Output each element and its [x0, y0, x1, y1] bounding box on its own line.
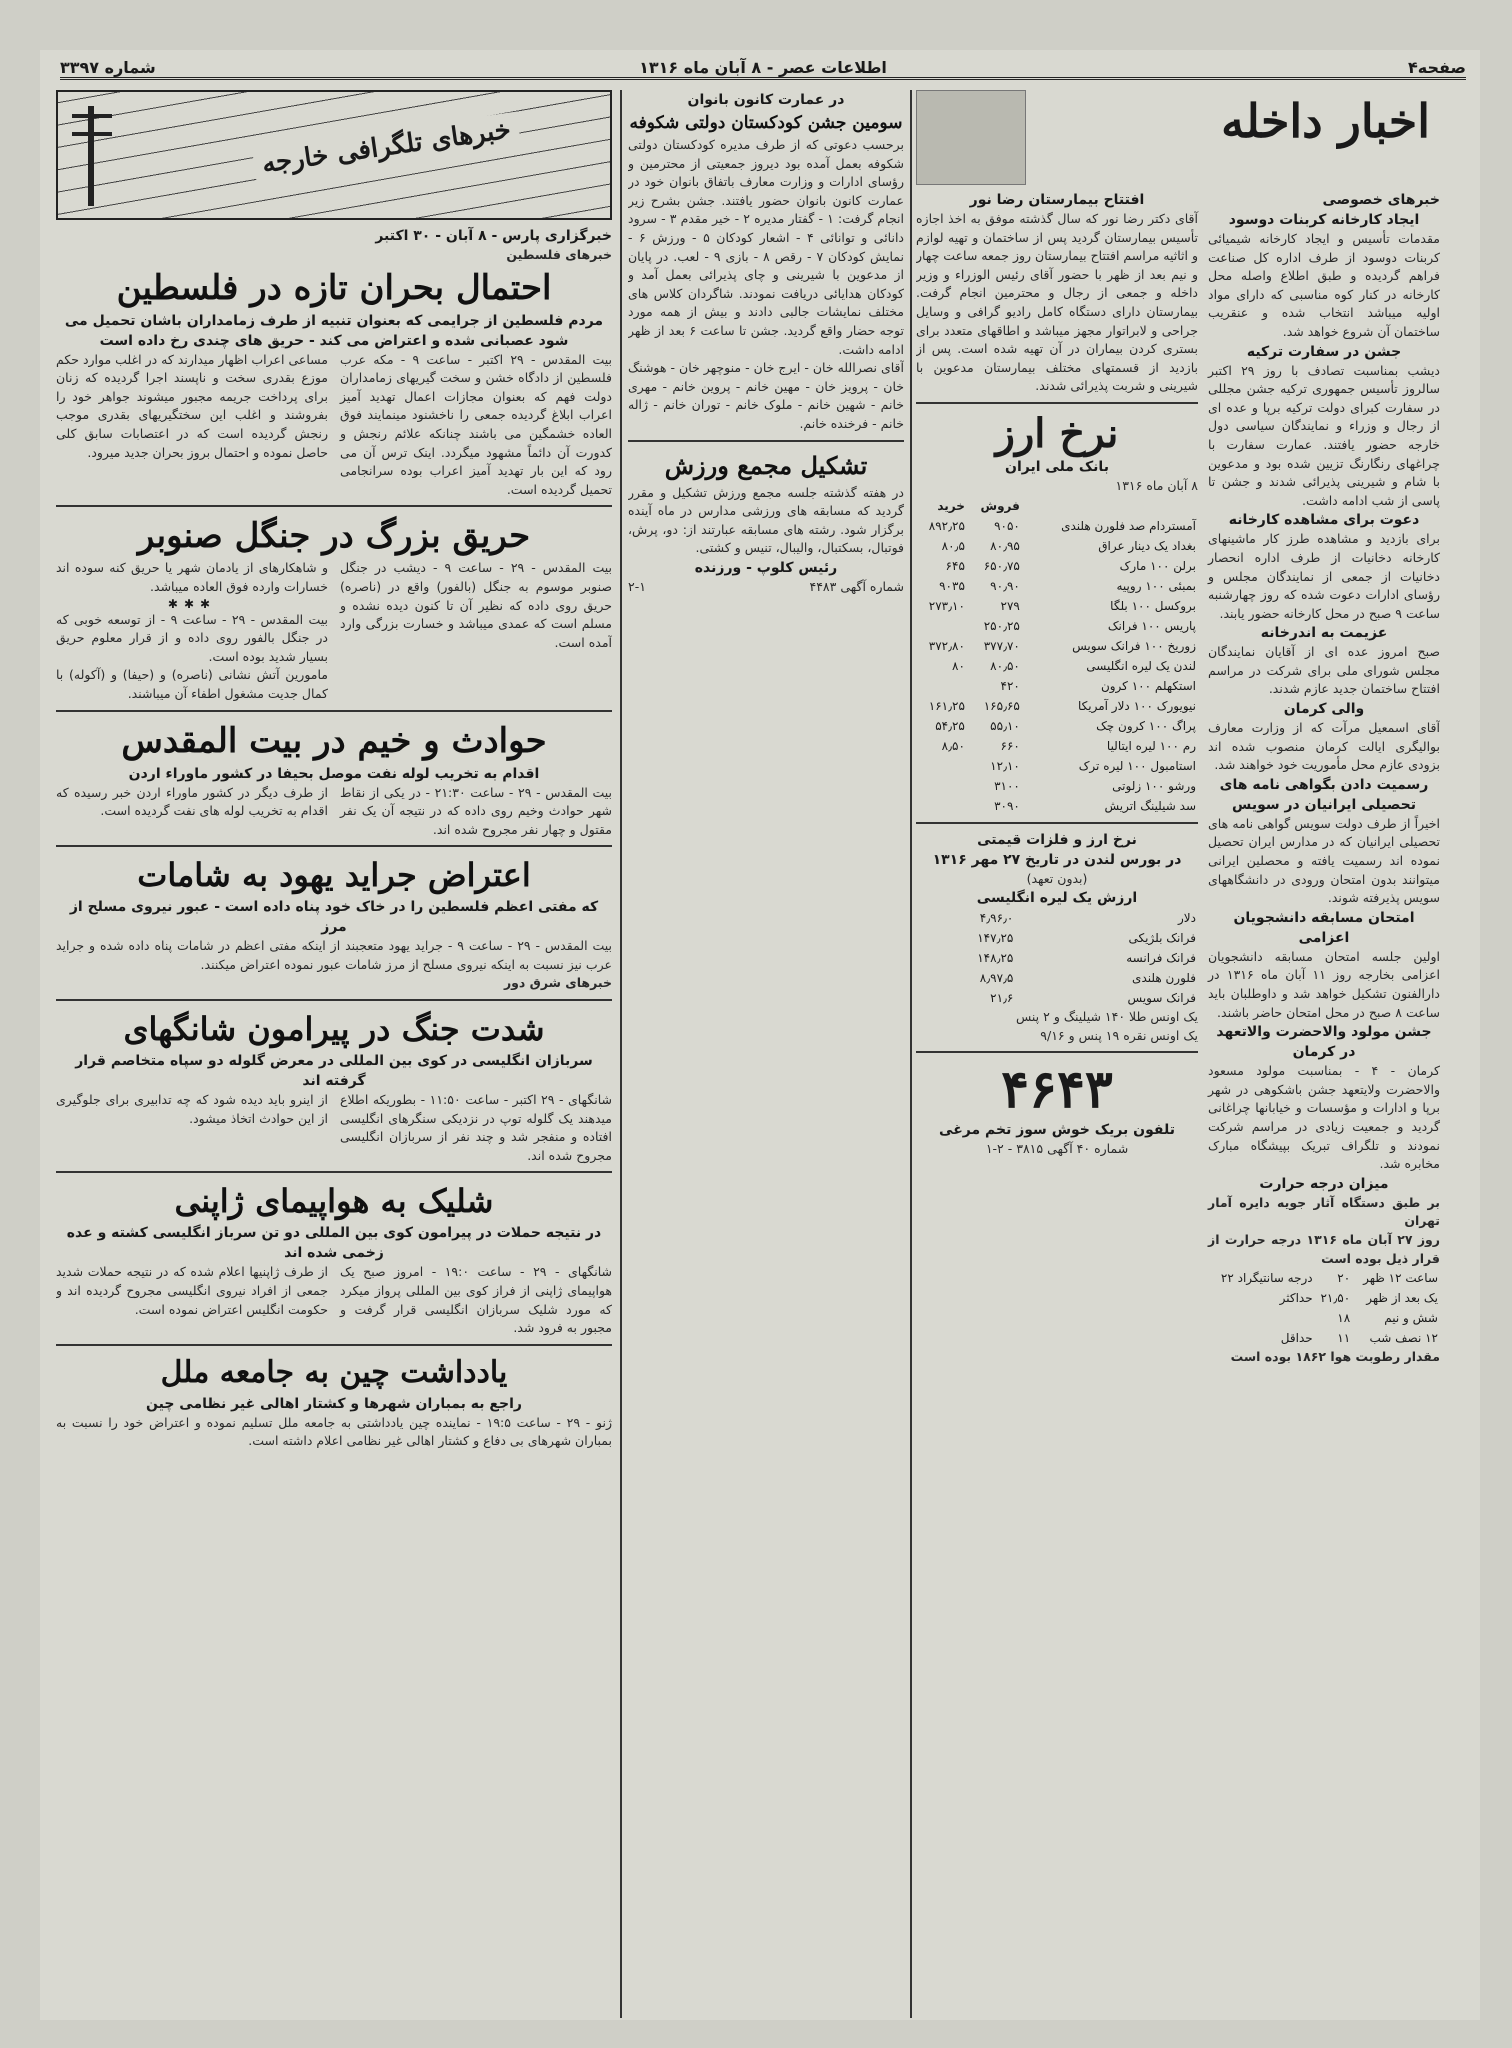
gold-line: یک اونس طلا ۱۴۰ شیلینگ و ۲ پنس [1015, 1009, 1198, 1025]
metal-row [916, 988, 1198, 1008]
temperature-row-cell: حداکثر [1279, 1291, 1313, 1306]
article-text: برحسب دعوتی که از طرف مدیره کودکستان دولتی شکوفه بعمل آمده بود دیروز جمعیتی از محترمین و رؤسای ادارات و وزارت معارف باتفاق بانوان خود در عمارت کانون بانوان حضور یافتند. جشن بشرح زیر انجام گرفت: ۱ - گفتار مدیره ۲ - خیر مقدم ۳ - سرود دانائی و توانائی ۴ - اشعار کودکان ۵ - ورزش ۶ - نمایش کودکان ۷ - رقص ۸ - بازی ۹ - لعب. در پایان از مدعوین با شیرینی و چای پذیرائی بعمل آمد و کودکان هدایائی دریافت نمودند. شاگردان کلاس های مختلف نمایشات جالبی دادند و بیش از همه مورد توجه حضار واقع گردید. جشن تا ساعت ۶ بعد از ظهر ادامه داشت. [628, 137, 904, 357]
rate-row [916, 756, 1198, 776]
rate-row-cell: ۶۴۵ [945, 558, 965, 573]
rate-row-cell [916, 676, 967, 696]
headline: عزیمت به اندرخانه [1260, 625, 1388, 642]
headline: حوادث و خیم در بیت المقدس [121, 720, 547, 761]
rate-row [916, 736, 1198, 756]
rate-row [916, 696, 1198, 716]
lead: که مفتی اعظم فلسطین را در خاک خود پناه داده است - عبور نیروی مسلح از مرز [69, 899, 599, 936]
logo-illustration [916, 90, 1026, 185]
page-header [60, 58, 1466, 80]
rate-row-cell: ۶۵۰٫۷۵ [983, 558, 1020, 573]
metal-row-cell: فلورن هلندی [1132, 971, 1196, 986]
article-text: اخیراً از طرف دولت سویس گواهی نامه های تحصیلی ایرانیان که در مدارس ایران تحصیل نموده اند رسمیت یافته و محصلین ایرانی میتوانند بدون امتحان ورودی در دانشگاههای سویس پذیرفته شوند. [1208, 815, 1440, 906]
rate-row-cell: ۲۷۹ [1000, 598, 1020, 613]
rate-row-cell: ۲۷۳٫۱۰ [928, 598, 965, 613]
ad-code: ۲-۱ [628, 578, 646, 594]
rate-row-cell: بروکسل ۱۰۰ بلگا [1110, 598, 1196, 613]
article-text: مقدمات تأسیس و ایجاد کارخانه شیمیائی کربنات دوسود از طرف اداره کل صناعت فراهم گردیده و طبق اطلاع واصله محل کارخانه در کنار کوه مناسبی که دارای مواد اولیه میباشد انتخاب شده و عنقریب ساختمان آن شروع خواهد شد. [1208, 231, 1440, 339]
rates-table [916, 496, 1198, 816]
foreign-news-masthead [56, 90, 612, 220]
rate-row [916, 536, 1198, 556]
metal-row-cell: فرانک بلژیکی [1128, 931, 1196, 946]
masthead-title: خبرهای تلگرافی خارجه [252, 112, 521, 183]
rate-row-cell: پراگ ۱۰۰ کرون چک [1096, 718, 1196, 733]
rate-row-cell [916, 776, 967, 796]
rate-row-cell: ۹۰۳۵ [939, 578, 965, 593]
rate-row [916, 676, 1198, 696]
temperature-row [1208, 1328, 1440, 1348]
rate-row-cell: ۵۴٫۲۵ [935, 718, 965, 733]
temperature-row-cell: ۱۱ [1337, 1331, 1351, 1346]
lead: روز ۲۷ آبان ماه ۱۳۱۶ درجه حرارت از قرار ذیل بوده است [1208, 1231, 1440, 1266]
rates-date: ۸ آبان ماه ۱۳۱۶ [1115, 477, 1198, 493]
rate-row [916, 576, 1198, 596]
headline: تشکیل مجمع ورزش [664, 450, 868, 480]
rate-row-cell: ۵۵٫۱۰ [990, 718, 1020, 733]
temperature-row-cell: ۲۰ [1337, 1271, 1351, 1286]
signature: رئیس کلوپ - ورزنده [694, 559, 838, 576]
humidity-note: مقدار رطوبت هوا ۱۸۶۲ بوده است [1230, 1349, 1440, 1365]
article-text: صبح امروز عده ای از آقایان نمایندگان مجلس شورای ملی برای شرکت در مراسم افتتاح ساختمان جدید عازم شدند. [1208, 644, 1440, 697]
article-text: اولین جلسه امتحان مسابقه دانشجویان اعزامی بخارجه روز ۱۱ آبان ماه ۱۳۱۶ در دارالفنون تشکیل خواهد شد و داوطلبان باید ساعت ۸ صبح در محل امتحان حاضر باشند. [1208, 948, 1440, 1020]
phone-caption: تلفون بریک خوش سوز تخم مرغی [939, 1122, 1175, 1139]
logo-text: اخبار داخله [1221, 94, 1430, 148]
rate-row [916, 636, 1198, 656]
column-rule [910, 90, 912, 2018]
rate-row-cell [916, 616, 967, 636]
left-subcolumn [916, 190, 1198, 1367]
rate-row-cell: ۸۹۲٫۲۵ [928, 518, 965, 533]
rate-row-cell: ۹۰٫۹۰ [990, 578, 1020, 593]
article-text: در هفته گذشته جلسه مجمع ورزش تشکیل و مقرر گردید که مسابقه های ورزشی مدارس در ماه آینده برگزار شود. رشته های مسابقه عبارتند از: دو، پرش، فوتبال، بسکتبال، والیبال، تنیس و کشتی. [628, 484, 904, 556]
article-text: بیت المقدس - ۲۹ - ساعت ۲۱:۳۰ - در یکی از نقاط شهر حوادث وخیم روی داده که در نتیجه آن یک نفر مقتول و چهار نفر مجروح شده اند. [340, 784, 612, 837]
separator-stars: ✱✱✱ [167, 596, 217, 611]
temperature-row-cell: ۱۸ [1337, 1311, 1351, 1326]
foreign-news-column [56, 90, 612, 2018]
headline: یادداشت چین به جامعه ملل [160, 1354, 508, 1390]
domestic-news-logo [916, 90, 1440, 190]
rates-bank: بانک ملی ایران [1005, 458, 1109, 475]
section-label: خبرهای شرق دور [503, 975, 612, 991]
rate-row-cell: آمستردام صد فلورن هلندی [1061, 518, 1196, 533]
headline: دعوت برای مشاهده کارخانه [1228, 512, 1420, 529]
article-text: شانگهای - ۲۹ - ساعت ۱۹:۰ - امروز صبح یک هواپیمای ژاپنی از فراز کوی بین المللی پرواز میکرد که مورد شلیک سربازان انگلیسی قرار گرفت و مجبور به فرود شد. [340, 1264, 612, 1336]
rate-row-cell: ۹۰۵۰ [994, 518, 1020, 533]
metal-row-cell: ۴٫۹۶٫۰ [979, 911, 1014, 926]
rate-row-cell: ۸۰٫۵ [941, 538, 965, 553]
rate-row-cell: ۸٫۵۰ [941, 738, 965, 753]
temperature-table [1208, 1268, 1440, 1348]
rate-row [916, 596, 1198, 616]
rate-row [916, 556, 1198, 576]
col-buy: خرید [937, 498, 965, 513]
telegraph-pole-icon [88, 106, 94, 206]
headline: رسمیت دادن بگواهی نامه های تحصیلی ایرانیان در سویس [1219, 776, 1429, 813]
temperature-row-cell: ۲۱٫۵۰ [1320, 1291, 1351, 1306]
rate-row [916, 716, 1198, 736]
headline: اعتراض جراید یهود به شامات [137, 856, 531, 895]
article-text: آقای نصرالله خان - ایرج خان - منوچهر خان - هوشنگ خان - پرویز خان - مهین خانم - پروین خانم - مهری خانم - شهین خانم - ملوک خانم - توران خانم - ژاله خانم - فرخنده خانم. [628, 360, 904, 431]
temperature-row-cell: ۲۲ درجه سانتیگراد [1220, 1271, 1313, 1286]
col-sell: فروش [980, 498, 1020, 513]
ad-number: شماره آگهی ۴۴۸۳ [809, 578, 904, 594]
rate-row-cell: بمبئی ۱۰۰ روپیه [1116, 578, 1196, 593]
metal-row [916, 968, 1198, 988]
rate-row-cell: استکهلم ۱۰۰ کرون [1100, 678, 1196, 693]
domestic-news-area [916, 90, 1440, 2018]
rate-row [916, 656, 1198, 676]
article-text: مامورین آتش نشانی (ناصره) و (حیفا) و (آکوله) با کمال جدیت مشغول اطفاء آن میباشند. [56, 667, 328, 701]
rate-row-cell: ۸۰٫۹۵ [990, 538, 1020, 553]
rate-row [916, 776, 1198, 796]
exchange-rates-box [916, 410, 1198, 1159]
temperature-row-cell: شش و نیم [1384, 1311, 1438, 1326]
lead: سربازان انگلیسی در کوی بین المللی در معرض گلوله دو سپاه متخاصم قرار گرفته اند [75, 1053, 593, 1090]
rate-row-cell: پاریس ۱۰۰ فرانک [1107, 618, 1196, 633]
telegraph-arm [72, 132, 112, 136]
article-text: دیشب بمناسبت تصادف با روز ۲۹ اکتبر سالروز تأسیس جمهوری ترکیه جشن مجللی در سفارت کبرای دولت ترکیه برپا و عده ای از رجال و وزراء و نمایندگان سیاسی دول خارجه حضور یافتند. عمارت سفارت با چراغهای رنگارنگ تزیین شده بود و مدعوین با شام و شیرینی پذیرائی شدند و جشن تا پاسی از شب ادامه داشت. [1208, 362, 1440, 508]
article-text: آقای اسمعیل مرآت که از وزارت معارف بوالیگری ایالت کرمان منصوب شده اند بزودی عازم محل مأموریت خود خواهند شد. [1208, 720, 1440, 773]
article-text: بیت المقدس - ۲۹ - ساعت ۹ - دیشب در جنگل صنوبر موسوم به جنگل (بالفور) واقع در (ناصره) حریق روی داده که نظیر آن تا کنون دیده نشده و مسلم است که عمدی میباشد و خسارت بزرگی وارد آمده است. [340, 560, 612, 650]
rate-row-cell: لندن یک لیره انگلیسی [1086, 658, 1196, 673]
rate-row [916, 616, 1198, 636]
rate-row-cell: برلن ۱۰۰ مارک [1119, 558, 1196, 573]
temperature-row-cell: ۱۲ نصف شب [1369, 1331, 1438, 1346]
middle-column [628, 90, 904, 2018]
metal-row-cell: دلار [1178, 911, 1196, 926]
temperature-row-cell: حداقل [1280, 1331, 1313, 1346]
rate-row-cell: زوریخ ۱۰۰ فرانک سویس [1072, 638, 1196, 653]
headline: شلیک به هواپیمای ژاپنی [174, 1182, 494, 1221]
article-text: برای بازدید و مشاهده طرز کار ماشینهای کارخانه دخانیات از طرف اداره انحصار دخانیات از جمعی از نمایندگان مجلس و رؤسای ادارات دعوت شده که روز چهارشنبه ساعت ۹ صبح در محل کارخانه حضور یابند. [1208, 531, 1440, 621]
rate-row-cell: ۳۷۲٫۸۰ [928, 638, 965, 653]
lead: اقدام به تخریب لوله نفت موصل بحیفا در کشور ماوراء اردن [128, 765, 540, 782]
temperature-row-cell [1208, 1308, 1315, 1328]
article-text: کرمان - ۴ - بمناسبت مولود مسعود والاحضرت ولایتعهد جشن باشکوهی در شهر برپا و ادارات و مؤسسات و خیابانها چراغانی گردید و جمعیت زیادی در مراسم شرکت نمودند و تلگراف تبریک بپیشگاه مبارک مخابره شد. [1208, 1063, 1440, 1172]
rate-row-cell [916, 756, 967, 776]
headline: والی کرمان [1283, 701, 1365, 718]
rate-row-cell: سد شیلینگ اتریش [1104, 798, 1196, 813]
metal-row [916, 908, 1198, 928]
metal-row-cell: ۱۴۷٫۲۵ [977, 931, 1014, 946]
article-text: از اینرو باید دیده شود که چه تدابیری برای جلوگیری از این حوادث اتخاذ میشود. [56, 1092, 328, 1126]
lead: بر طبق دستگاه آثار جویه دایره آمار تهران [1208, 1194, 1440, 1229]
article-text: آقای دکتر رضا نور که سال گذشته موفق به اخذ اجازه تأسیس بیمارستان گردید پس از ساختمان و تهیه لوازم و اثاثیه مراسم افتتاح بیمارستان روز جمعه ساعت چهار و نیم بعد از ظهر با حضور آقای رئیس الوزراء و وزیر داخله و جمعی از رجال و محترمین انجام گرفت. بیمارستان دارای دستگاه کامل رادیو گرافی و وسایل جراحی و لابراتوار مجهز میباشد و اطاقهای متعدد برای بستری کردن بیماران در آن تهیه شده است. پس از بازدید از قسمتهای مختلف بیمارستان مدعوین با شیرینی و شربت پذیرائی شدند. [916, 211, 1198, 394]
headline: شدت جنگ در پیرامون شانگهای [123, 1010, 545, 1049]
article-text: بیت المقدس - ۲۹ - ساعت ۹ - جراید یهود متعجبند از اینکه مفتی اعظم در شامات پناه داده شده و جراید عرب نیز نسبت به اینکه نیروی مسلح از مرز شامات عبور نموده اعتراض میکنند. [56, 938, 612, 972]
london-line: در بورس لندن در تاریخ ۲۷ مهر ۱۳۱۶ [932, 851, 1182, 868]
article-text: بیت المقدس - ۲۹ اکتبر - ساعت ۹ - مکه عرب فلسطین از دادگاه خشن و سخت گیریهای زمامداران دولت فهم که بعنوان مجازات اعمال تهدید آمیز اعراب ابلاغ گردیده جمعی را ناخشنود مینمایند فوق العاده خشمگین می باشند چنانکه علائم رنجش و کدورت آن دائماً مشهود میگردد. اینک ترس آن می رود که این بار تهدید آمیز اعراب بوده سرانجامی تحمیل گردیده است. [340, 351, 612, 497]
article-text: شانگهای - ۲۹ اکتبر - ساعت ۱۱:۵۰ - بطوریکه اطلاع میدهند یک گلوله توپ در نزدیکی سنگرهای انگلیسی افتاده و منفجر شد و چند نفر از سربازان انگلیسی مجروح شده اند. [340, 1092, 612, 1163]
right-subcolumn [1208, 190, 1440, 1367]
rate-row-cell: ۸۰٫۵۰ [990, 658, 1020, 673]
article-text: از طرف دیگر در کشور ماوراء اردن خبر رسیده که اقدام به تخریب لوله های نفت گردیده است. [56, 784, 328, 819]
headline: احتمال بحران تازه در فلسطین [116, 267, 552, 308]
metals-title: نرخ ارز و فلزات قیمتی [977, 831, 1137, 848]
rate-row [916, 796, 1198, 816]
temperature-row [1208, 1288, 1440, 1308]
article-text: مساعی اعراب اظهار میدارند که در اغلب موارد حکم موزع بقدری سخت و ناپسند اجرا گردیده که زنان برای پرداخت جریمه مجبور میشوند جواهر خود را بفروشند و اغلب این سختگیریهای بقدری موجب رنجش گردیده است که در اعتصابات سابق کلی حاصل نموده و احتمال بروز بحران جدید میرود. [56, 351, 328, 460]
no-contract: (بدون تعهد) [1026, 870, 1088, 886]
metal-row-cell: ۲۱٫۶ [990, 991, 1014, 1006]
rates-title: نرخ ارز [995, 409, 1119, 457]
rate-row [916, 516, 1198, 536]
headline: میزان درجه حرارت [1259, 1175, 1389, 1192]
rate-row-cell: رم ۱۰۰ لیره ایتالیا [1106, 738, 1196, 753]
temperature-row [1208, 1308, 1440, 1328]
telegraph-arm [72, 114, 112, 118]
rate-row-cell: ۱۲٫۱۰ [990, 758, 1020, 773]
headline: جشن مولود والاحضرت والاتعهد در کرمان [1216, 1024, 1432, 1061]
headline: جشن در سفارت ترکیه [1246, 343, 1402, 360]
article-text: از طرف ژاپنیها اعلام شده که در نتیجه حملات شدید جمعی از افراد نیروی انگلیسی مجروح گردیده اند و حکومت انگلیس اعتراض نموده است. [56, 1264, 328, 1317]
column-rule [620, 90, 622, 2018]
metal-row-cell: ۱۴۸٫۲۵ [977, 951, 1014, 966]
issue-date: اطلاعات عصر - ۸ آبان ماه ۱۳۱۶ [639, 58, 887, 77]
kicker: در عمارت کانون بانوان [687, 92, 845, 108]
rate-row-cell: نیویورک ۱۰۰ دلار آمریکا [1077, 698, 1196, 713]
metal-row [916, 928, 1198, 948]
page-number: صفحه۴ [1408, 58, 1466, 77]
silver-line: یک اونس نقره ۱۹ پنس و ۹/۱۶ [1040, 1027, 1198, 1043]
headline: حریق بزرگ در جنگل صنوبر [137, 516, 531, 557]
temperature-row-cell: یک بعد از ظهر [1366, 1291, 1438, 1306]
headline: سومین جشن کودکستان دولتی شکوفه [629, 113, 903, 133]
headline: امتحان مسابقه دانشجویان اعزامی [1233, 909, 1415, 946]
metal-row-cell: فرانک فرانسه [1126, 951, 1196, 966]
pound-line: ارزش یک لیره انگلیسی [976, 890, 1138, 907]
lead: مردم فلسطین از جرایمی که بعنوان تنبیه از طرف زمامداران باشان تحمیل می شود عصبانی شده و اعتراض می کند - حریق های چندی رخ داده است [64, 312, 604, 349]
section-label: خبرهای خصوصی [1322, 192, 1440, 208]
rate-row-cell: ۳۰۹۰ [994, 798, 1020, 813]
lead: راجع به بمباران شهرها و کشتار اهالی غیر نظامی چین [146, 1395, 522, 1412]
rate-row-cell: ۱۶۵٫۶۵ [983, 698, 1020, 713]
metal-row-cell: فرانک سویس [1127, 991, 1196, 1006]
phone-number: ۴۶۴۳ [1001, 1059, 1113, 1121]
temperature-row-cell: ساعت ۱۲ ظهر [1363, 1271, 1438, 1286]
article-text: ژنو - ۲۹ - ساعت ۱۹:۵ - نماینده چین یادداشتی به جامعه ملل تسلیم نموده و اعتراض خود را نسبت به بمباران شهرهای بی دفاع و کشتار اهالی غیر نظامی اعلام داشته است. [56, 1414, 612, 1449]
section-label: خبرهای فلسطین [506, 247, 612, 262]
rate-row-cell: ۶۶۰ [1000, 738, 1020, 753]
metal-row-cell: ۸٫۹۷٫۵ [979, 971, 1014, 986]
rate-row-cell: ۸۰ [952, 658, 965, 673]
temperature-row [1208, 1268, 1440, 1288]
metal-row [916, 948, 1198, 968]
rate-row-cell: استامبول ۱۰۰ لیره ترک [1078, 758, 1196, 773]
metals-table [916, 908, 1198, 1008]
rate-row-cell: ۳۷۷٫۷۰ [983, 638, 1020, 653]
rate-row-cell: ۱۶۱٫۲۵ [928, 698, 965, 713]
rate-row-cell: ورشو ۱۰۰ زلوتی [1112, 778, 1196, 793]
article-text: و شاهکارهای از یادمان شهر یا حریق کنه سوده اند خسارات وارده فوق العاده میباشد. [56, 560, 328, 594]
issue-number: شماره ۳۳۹۷ [60, 58, 156, 77]
rate-row-cell: ۳۱۰۰ [994, 778, 1020, 793]
rate-row-cell: ۴۲۰ [1000, 678, 1020, 693]
headline: ایجاد کارخانه کربنات دوسود [1228, 212, 1420, 228]
rate-row-cell [916, 796, 967, 816]
phone-code: شماره ۴۰ آگهی ۳۸۱۵ - ۲-۱ [985, 1141, 1129, 1157]
pars-dateline: خبرگزاری پارس - ۸ آبان - ۳۰ اکتبر [375, 228, 612, 244]
rate-row-cell: بغداد یک دینار عراق [1098, 538, 1196, 553]
headline: افتتاح بیمارستان رضا نور [969, 192, 1145, 208]
lead: در نتیجه حملات در پیرامون کوی بین المللی دو تن سرباز انگلیسی کشته و عده زخمی شده اند [66, 1225, 602, 1262]
article-text: بیت المقدس - ۲۹ - ساعت ۹ - از توسعه خوبی که در جنگل بالفور روی داده و از قرار معلوم حریق بسیار شدید بوده است. [56, 611, 328, 664]
rate-row-cell: ۲۵۰٫۲۵ [983, 618, 1020, 633]
